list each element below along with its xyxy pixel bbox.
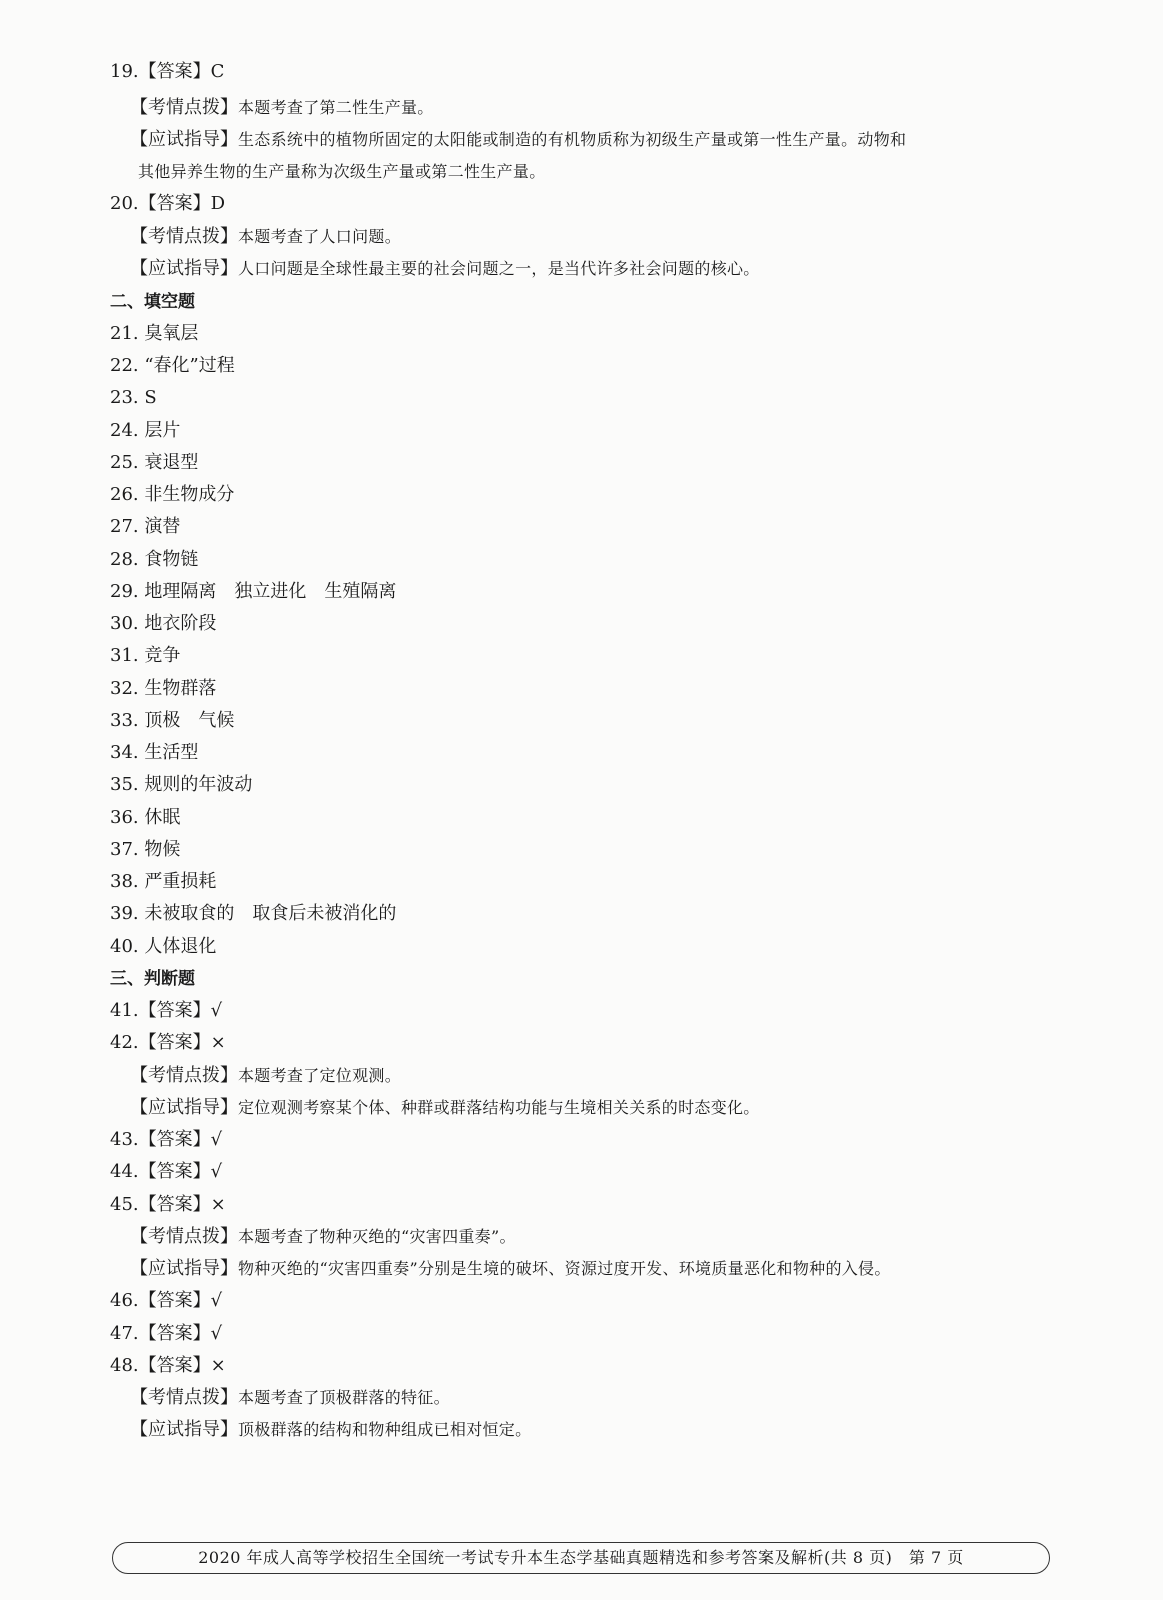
- question-number: 46.: [110, 1290, 139, 1311]
- guide-tag: 【应试指导】: [130, 1097, 238, 1118]
- fill-answer-26: 26. 非生物成分: [110, 484, 235, 505]
- question-number: 47.: [110, 1323, 139, 1344]
- guide-text: 顶极群落的结构和物种组成已相对恒定。: [238, 1420, 532, 1439]
- fill-answer-28: 28. 食物链: [110, 549, 199, 570]
- fill-answer-21: 21. 臭氧层: [110, 323, 199, 344]
- q20-answer-line: [110, 192, 225, 216]
- q45-answer-line: [110, 1193, 226, 1217]
- point-text: 本题考查了第二性生产量。: [238, 98, 434, 117]
- q48-guide-line: [130, 1418, 531, 1442]
- answer-tag: 【答案】: [138, 1161, 211, 1182]
- question-number: 48.: [110, 1355, 139, 1376]
- point-tag: 【考情点拨】: [130, 1226, 238, 1247]
- answer-tag: 【答案】: [138, 193, 211, 214]
- fill-answer-35: 35. 规则的年波动: [110, 774, 253, 795]
- answer-value: D: [210, 193, 226, 214]
- answer-tag: 【答案】: [138, 1323, 211, 1344]
- fill-answer-30: 30. 地衣阶段: [110, 613, 217, 634]
- point-text: 本题考查了物种灭绝的“灾害四重奏”。: [238, 1227, 516, 1246]
- q20-point-line: [130, 225, 401, 249]
- q48-answer-line: [110, 1354, 226, 1378]
- q19-guide-line: [130, 128, 906, 152]
- q19-point-line: [130, 96, 434, 120]
- q41-answer-line: [110, 999, 222, 1023]
- cross-mark: ×: [210, 1194, 226, 1215]
- check-mark: √: [210, 1323, 223, 1344]
- question-number: 43.: [110, 1129, 139, 1150]
- point-text: 本题考查了定位观测。: [238, 1066, 402, 1085]
- answer-tag: 【答案】: [138, 1000, 211, 1021]
- question-number: 44.: [110, 1161, 139, 1182]
- check-mark: √: [210, 1290, 223, 1311]
- point-tag: 【考情点拨】: [130, 1387, 238, 1408]
- fill-answer-24: 24. 层片: [110, 420, 181, 441]
- q44-answer-line: [110, 1160, 222, 1184]
- q42-point-line: [130, 1064, 401, 1088]
- q46-answer-line: [110, 1289, 222, 1313]
- guide-tag: 【应试指导】: [130, 129, 238, 150]
- q19-answer-line: [110, 60, 224, 84]
- question-number: 20.: [110, 193, 139, 214]
- fill-answer-29: 29. 地理隔离 独立进化 生殖隔离: [110, 581, 397, 602]
- guide-text: 物种灭绝的“灾害四重奏”分别是生境的破坏、资源过度开发、环境质量恶化和物种的入侵。: [238, 1259, 891, 1278]
- cross-mark: ×: [210, 1355, 226, 1376]
- check-mark: √: [210, 1161, 223, 1182]
- q47-answer-line: [110, 1322, 222, 1346]
- guide-text: 人口问题是全球性最主要的社会问题之一，是当代许多社会问题的核心。: [238, 259, 760, 278]
- answer-tag: 【答案】: [138, 1194, 211, 1215]
- guide-text: 生态系统中的植物所固定的太阳能或制造的有机物质称为初级生产量或第一性生产量。动物和: [238, 130, 907, 149]
- guide-tag: 【应试指导】: [130, 258, 238, 279]
- answer-tag: 【答案】: [138, 61, 211, 82]
- answer-tag: 【答案】: [138, 1032, 211, 1053]
- point-text: 本题考查了顶极群落的特征。: [238, 1388, 450, 1407]
- guide-tag: 【应试指导】: [130, 1258, 238, 1279]
- fill-answer-38: 38. 严重损耗: [110, 871, 217, 892]
- fill-answer-39: 39. 未被取食的 取食后未被消化的: [110, 903, 397, 924]
- section-fill-in-heading: 二、填空题: [110, 292, 195, 312]
- question-number: 41.: [110, 1000, 139, 1021]
- point-tag: 【考情点拨】: [130, 226, 238, 247]
- answer-tag: 【答案】: [138, 1290, 211, 1311]
- fill-answer-36: 36. 休眠: [110, 807, 181, 828]
- point-tag: 【考情点拨】: [130, 97, 238, 118]
- fill-answer-37: 37. 物候: [110, 839, 181, 860]
- q48-point-line: [130, 1386, 450, 1410]
- guide-text-continued: 其他异养生物的生产量称为次级生产量或第二性生产量。: [138, 162, 546, 181]
- section-true-false-heading: 三、判断题: [110, 969, 195, 989]
- question-number: 19.: [110, 61, 139, 82]
- fill-answer-27: 27. 演替: [110, 516, 181, 537]
- point-tag: 【考情点拨】: [130, 1065, 238, 1086]
- cross-mark: ×: [210, 1032, 226, 1053]
- q45-point-line: [130, 1225, 516, 1249]
- q20-guide-line: [130, 257, 760, 281]
- q42-guide-line: [130, 1096, 760, 1120]
- fill-answer-23: 23. S: [110, 387, 157, 408]
- guide-text: 定位观测考察某个体、种群或群落结构功能与生境相关关系的时态变化。: [238, 1098, 760, 1117]
- check-mark: √: [210, 1129, 223, 1150]
- fill-answer-34: 34. 生活型: [110, 742, 199, 763]
- guide-tag: 【应试指导】: [130, 1419, 238, 1440]
- q45-guide-line: [130, 1257, 891, 1281]
- point-text: 本题考查了人口问题。: [238, 227, 402, 246]
- q43-answer-line: [110, 1128, 222, 1152]
- page-footer: 2020 年成人高等学校招生全国统一考试专升本生态学基础真题精选和参考答案及解析(共 8 页) 第 7 页: [112, 1542, 1050, 1574]
- answer-tag: 【答案】: [138, 1355, 211, 1376]
- answer-value: C: [210, 61, 225, 82]
- fill-answer-22: 22. “春化”过程: [110, 355, 235, 376]
- question-number: 42.: [110, 1032, 139, 1053]
- fill-answer-32: 32. 生物群落: [110, 678, 217, 699]
- fill-answer-25: 25. 衰退型: [110, 452, 199, 473]
- fill-answer-40: 40. 人体退化: [110, 936, 217, 957]
- check-mark: √: [210, 1000, 223, 1021]
- q42-answer-line: [110, 1031, 226, 1055]
- question-number: 45.: [110, 1194, 139, 1215]
- answer-tag: 【答案】: [138, 1129, 211, 1150]
- fill-answer-31: 31. 竞争: [110, 645, 181, 666]
- q19-guide-line-2: [138, 160, 546, 184]
- fill-answer-33: 33. 顶极 气候: [110, 710, 235, 731]
